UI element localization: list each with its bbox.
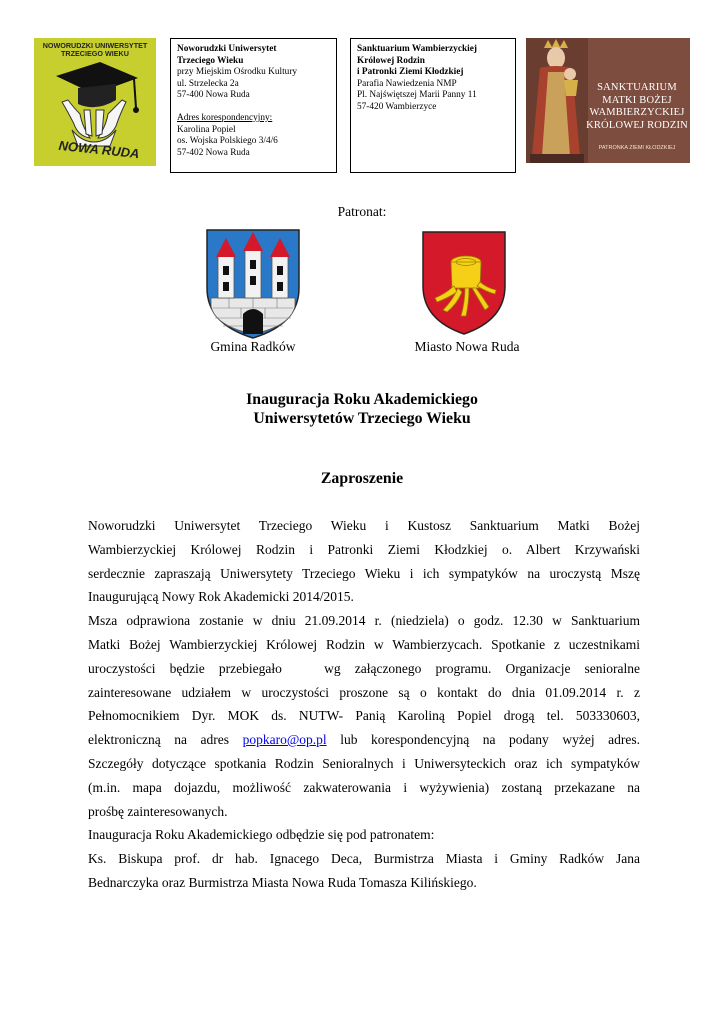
body-line: Wambierzyckiej Królowej Rodzin i Patronki Ziemi Kłodzkiej o. Albert Krzywański	[88, 541, 640, 557]
sanctuary-address-line: 57-420 Wambierzyce	[357, 101, 437, 112]
email-link[interactable]: popkaro@op.pl	[242, 732, 327, 748]
body-line: prośbę zainteresowanych.	[88, 803, 228, 819]
nutw-logo-title: NOWORUDZKI UNIWERSYTET TRZECIEGO WIEKU	[42, 41, 148, 58]
correspondence-line: os. Wojska Polskiego 3/4/6	[177, 136, 278, 147]
body-text: elektroniczną na adres	[88, 732, 243, 748]
document-title-line2: Uniwersytetów Trzeciego Wieku	[253, 410, 471, 427]
body-line	[88, 728, 640, 752]
nutw-logo	[34, 38, 156, 166]
nutw-address-box	[170, 38, 337, 173]
body-line: Msza odprawiona zostanie w dniu 21.09.2014 r. (niedziela) o godz. 12.30 w Sanktuarium	[88, 613, 640, 629]
invitation-heading: Zaproszenie	[320, 470, 404, 487]
body-line: Bednarczyka oraz Burmistrza Miasta Nowa Ruda Tomasza Kilińskiego.	[88, 874, 477, 890]
correspondence-line: 57-402 Nowa Ruda	[177, 147, 250, 158]
correspondence-label: Adres korespondencyjny:	[177, 112, 273, 123]
body-line: (m.in. mapa dojazdu, możliwość zakwaterowania i wyżywienia) zostaną przekazane na	[88, 779, 640, 795]
document-title-line1: Inauguracja Roku Akademickiego	[246, 391, 478, 408]
nowa-ruda-coat-of-arms-icon	[421, 230, 507, 336]
radkow-caption: Gmina Radków	[210, 339, 296, 354]
sanctuary-name-line3: i Patronki Ziemi Kłodzkiej	[357, 67, 464, 78]
body-line: Noworudzki Uniwersytet Trzeciego Wieku i Kustosz Sanktuarium Matki Bożej	[88, 518, 640, 533]
body-line: Inaugurującą Nowy Rok Akademicki 2014/2015.	[88, 589, 354, 605]
sanctuary-logo-subtitle: PATRONKA ZIEMI KŁODZKIEJ	[598, 145, 676, 151]
nutw-name-line2: Trzeciego Wieku	[177, 55, 244, 66]
sanctuary-logo	[526, 38, 690, 163]
sanctuary-address-box	[350, 38, 516, 173]
invitation-body	[88, 514, 640, 895]
patronage-label: Patronat:	[337, 204, 387, 219]
nowa-ruda-caption: Miasto Nowa Ruda	[414, 339, 520, 354]
body-line: zainteresowane udziałem w uroczystości proszone są o kontakt do dnia 01.09.2014 r. z	[88, 684, 640, 700]
body-text: lub korespondencyjną na podany wyżej adres.	[326, 732, 640, 748]
sanctuary-logo-text: SANKTUARIUM MATKI BOŻEJ WAMBIERZYCKIEJ KRÓLOWEJ RODZIN	[586, 82, 688, 131]
correspondence-line: Karolina Popiel	[177, 124, 236, 135]
nutw-address-line: przy Miejskim Ośrodku Kultury	[177, 67, 298, 78]
body-line: Inauguracja Roku Akademickiego odbędzie się pod patronatem:	[88, 827, 435, 843]
radkow-coat-of-arms-icon	[205, 228, 301, 340]
body-line: Szczegóły dotyczące spotkania Rodzin Senioralnych i Uniwersyteckich oraz ich sympatyków	[88, 755, 640, 771]
body-line: uroczystości będzie przebiegało wg załączonego programu. Organizacje senioralne	[88, 660, 640, 676]
body-line: Pełnomocnikiem Dyr. MOK ds. NUTW- Panią Karoliną Popiel drogą tel. 503330603,	[88, 708, 640, 724]
body-line: Matki Bożej Wambierzyckiej Królowej Rodzin w Wambierzycach. Spotkanie z uczestnikami	[88, 636, 640, 652]
sanctuary-name-line1: Sanktuarium Wambierzyckiej	[357, 44, 477, 54]
sanctuary-address-line: Pl. Najświętszej Marii Panny 11	[357, 90, 477, 101]
sanctuary-name-line2: Królowej Rodzin	[357, 55, 425, 66]
nutw-address-line: 57-400 Nowa Ruda	[177, 90, 250, 101]
body-line: Ks. Biskupa prof. dr hab. Ignacego Deca, Burmistrza Miasta i Gminy Radków Jana	[88, 851, 640, 867]
nutw-logo-caption: NOWA RUDA	[57, 137, 141, 162]
sanctuary-address-line: Parafia Nawiedzenia NMP	[357, 78, 457, 89]
body-line: serdecznie zapraszają Uniwersytety Trzeciego Wieku i ich sympatyków na uroczystą Mszę	[88, 565, 640, 581]
nutw-address-line: ul. Strzelecka 2a	[177, 78, 239, 89]
nutw-name-line1: Noworudzki Uniwersytet	[177, 44, 277, 54]
